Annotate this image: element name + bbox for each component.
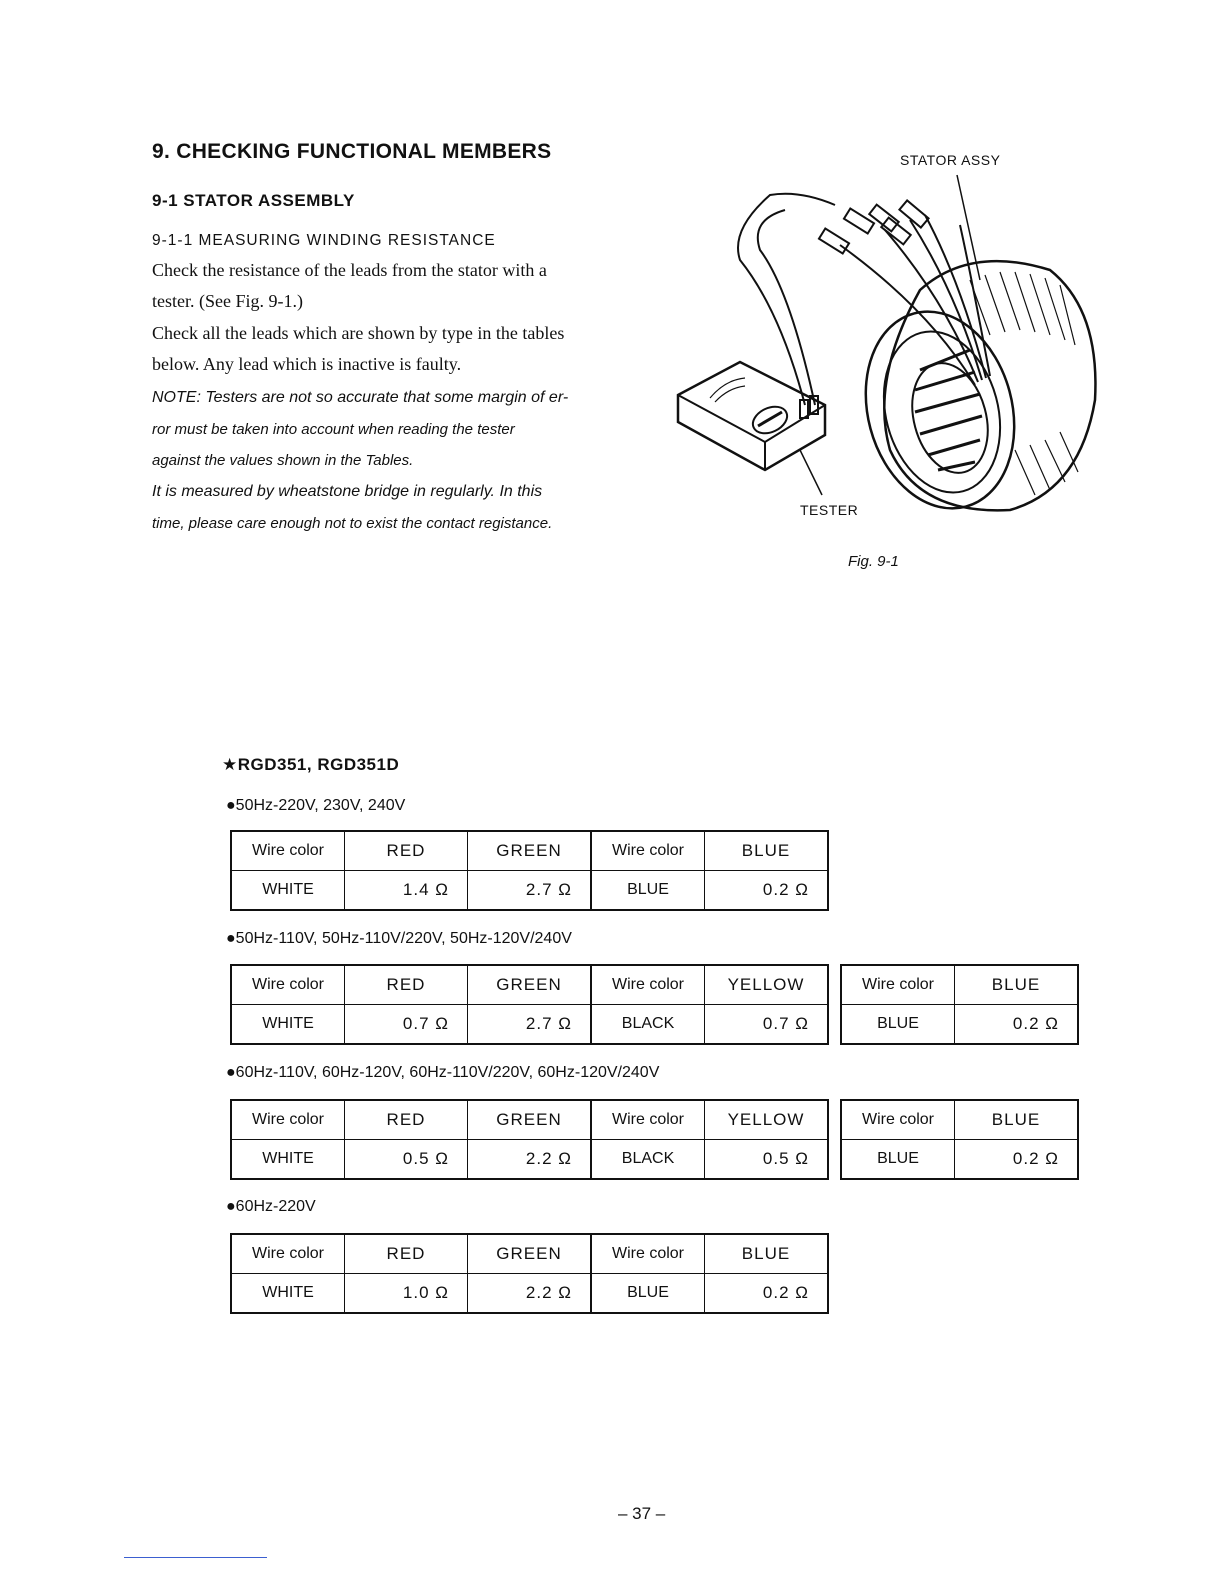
- header-wire-color: Wire color: [231, 1100, 345, 1140]
- resistance-table-blue: [590, 830, 829, 911]
- body-line-1: Check the resistance of the leads from the stator with a: [152, 260, 547, 280]
- value-green: 2.2 Ω: [468, 1274, 592, 1314]
- label-stator-assy: STATOR ASSY: [900, 152, 1001, 168]
- subsubsection-title: 9-1-1 MEASURING WINDING RESISTANCE: [152, 232, 496, 249]
- stator-tester-illustration: [670, 150, 1120, 530]
- section-title: 9. CHECKING FUNCTIONAL MEMBERS: [152, 140, 552, 163]
- note-line-2: ror must be taken into account when reading the tester: [152, 421, 515, 438]
- figure-caption: Fig. 9-1: [848, 553, 899, 570]
- header-wire-color: Wire color: [841, 965, 955, 1005]
- subsection-title: 9-1 STATOR ASSEMBLY: [152, 191, 355, 210]
- condition-60hz-110v: ●60Hz-110V, 60Hz-120V, 60Hz-110V/220V, 60Hz-120V/240V: [226, 1064, 660, 1081]
- resistance-table-white: [230, 1233, 592, 1314]
- resistance-table-white: [230, 830, 592, 911]
- body-line-3: Check all the leads which are shown by type in the tables: [152, 323, 565, 343]
- label-tester: TESTER: [800, 502, 859, 518]
- header-blue: BLUE: [955, 1100, 1079, 1140]
- note-line-5: time, please care enough not to exist the contact registance.: [152, 515, 553, 532]
- header-wire-color: Wire color: [231, 831, 345, 871]
- value-red: 1.0 Ω: [345, 1274, 468, 1314]
- resistance-table-black: [590, 1099, 829, 1180]
- row-white: WHITE: [231, 1274, 345, 1314]
- row-black: BLACK: [591, 1140, 705, 1180]
- value-blue: 0.2 Ω: [955, 1140, 1079, 1180]
- header-red: RED: [345, 831, 468, 871]
- value-green: 2.7 Ω: [468, 1005, 592, 1045]
- value-red: 0.5 Ω: [345, 1140, 468, 1180]
- header-yellow: YELLOW: [705, 965, 829, 1005]
- model-heading: ★RGD351, RGD351D: [222, 755, 400, 774]
- value-blue: 0.2 Ω: [705, 1274, 829, 1314]
- header-blue: BLUE: [705, 1234, 829, 1274]
- resistance-table-blue: [840, 1099, 1079, 1180]
- row-blue: BLUE: [591, 1274, 705, 1314]
- header-green: GREEN: [468, 1100, 592, 1140]
- row-white: WHITE: [231, 1140, 345, 1180]
- condition-60hz-220v: ●60Hz-220V: [226, 1198, 316, 1215]
- resistance-table-blue: [840, 964, 1079, 1045]
- value-blue: 0.2 Ω: [705, 871, 829, 911]
- header-red: RED: [345, 1100, 468, 1140]
- header-yellow: YELLOW: [705, 1100, 829, 1140]
- header-red: RED: [345, 1234, 468, 1274]
- header-green: GREEN: [468, 1234, 592, 1274]
- header-green: GREEN: [468, 965, 592, 1005]
- value-blue: 0.2 Ω: [955, 1005, 1079, 1045]
- resistance-table-blue: [590, 1233, 829, 1314]
- page-number: – 37 –: [618, 1504, 666, 1523]
- row-blue: BLUE: [591, 871, 705, 911]
- resistance-table-white: [230, 1099, 592, 1180]
- note-line-3: against the values shown in the Tables.: [152, 452, 414, 469]
- row-white: WHITE: [231, 871, 345, 911]
- header-blue: BLUE: [955, 965, 1079, 1005]
- value-yellow: 0.5 Ω: [705, 1140, 829, 1180]
- row-blue: BLUE: [841, 1140, 955, 1180]
- row-black: BLACK: [591, 1005, 705, 1045]
- row-white: WHITE: [231, 1005, 345, 1045]
- resistance-table-white: [230, 964, 592, 1045]
- footer-rule: [124, 1557, 267, 1558]
- resistance-table-black: [590, 964, 829, 1045]
- header-wire-color: Wire color: [591, 1234, 705, 1274]
- note-line-4: It is measured by wheatstone bridge in regularly. In this: [152, 483, 543, 500]
- body-line-4: below. Any lead which is inactive is faulty.: [152, 354, 462, 374]
- value-yellow: 0.7 Ω: [705, 1005, 829, 1045]
- value-red: 0.7 Ω: [345, 1005, 468, 1045]
- value-green: 2.7 Ω: [468, 871, 592, 911]
- header-wire-color: Wire color: [841, 1100, 955, 1140]
- header-wire-color: Wire color: [591, 965, 705, 1005]
- header-wire-color: Wire color: [231, 1234, 345, 1274]
- header-wire-color: Wire color: [591, 831, 705, 871]
- note-line-1: NOTE: Testers are not so accurate that some margin of er-: [152, 389, 569, 406]
- value-red: 1.4 Ω: [345, 871, 468, 911]
- value-green: 2.2 Ω: [468, 1140, 592, 1180]
- condition-50hz-220v: ●50Hz-220V, 230V, 240V: [226, 797, 406, 814]
- header-red: RED: [345, 965, 468, 1005]
- row-blue: BLUE: [841, 1005, 955, 1045]
- body-line-2: tester. (See Fig. 9-1.): [152, 291, 303, 311]
- header-wire-color: Wire color: [591, 1100, 705, 1140]
- header-wire-color: Wire color: [231, 965, 345, 1005]
- header-blue: BLUE: [705, 831, 829, 871]
- header-green: GREEN: [468, 831, 592, 871]
- condition-50hz-110v: ●50Hz-110V, 50Hz-110V/220V, 50Hz-120V/240V: [226, 930, 572, 947]
